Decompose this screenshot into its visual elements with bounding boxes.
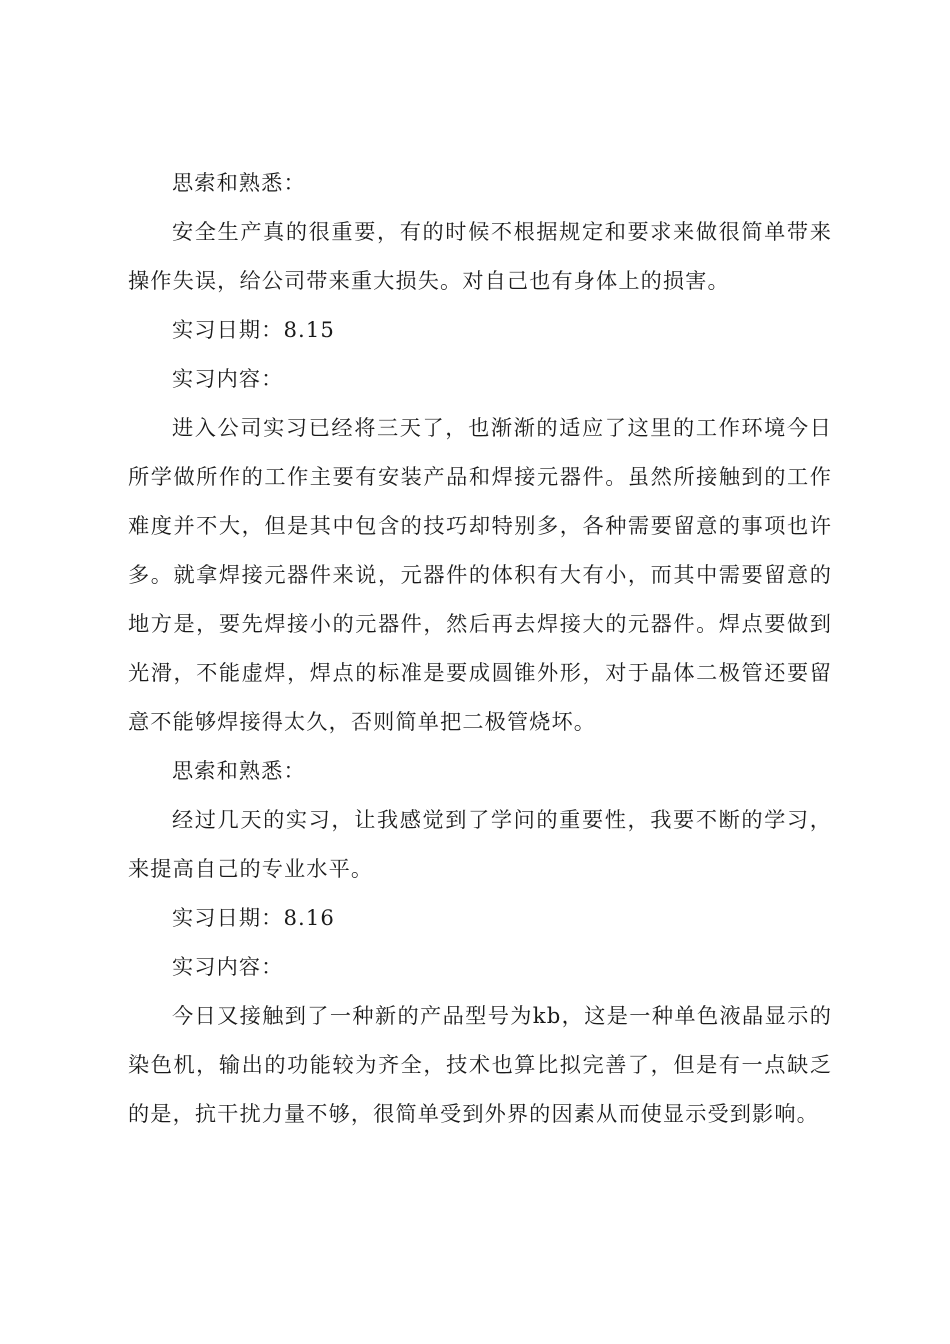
paragraph-safety: 安全生产真的很重要，有的时候不根据规定和要求来做很简单带来操作失误，给公司带来重大损失。对自己也有身体上的损害。	[128, 219, 832, 293]
section-heading-content: 实习内容：	[172, 366, 284, 391]
document-body	[128, 158, 832, 1138]
section-heading-content: 实习内容：	[172, 954, 284, 979]
paragraph-learning: 经过几天的实习，让我感觉到了学问的重要性，我要不断的学习，来提高自己的专业水平。	[128, 807, 832, 881]
section-heading-reflection: 思索和熟悉：	[172, 170, 306, 195]
paragraph-new-product: 今日又接触到了一种新的产品型号为kb，这是一种单色液晶显示的染色机，输出的功能较为齐全，技术也算比拟完善了，但是有一点缺乏的是，抗干扰力量不够，很简单受到外界的因素从而使显示受到影响。	[128, 1003, 832, 1126]
internship-date: 实习日期：8.16	[172, 905, 336, 930]
section-heading-reflection: 思索和熟悉：	[172, 758, 306, 783]
paragraph-soldering: 进入公司实习已经将三天了，也渐渐的适应了这里的工作环境今日所学做所作的工作主要有安装产品和焊接元器件。虽然所接触到的工作难度并不大，但是其中包含的技巧却特别多，各种需要留意的事项也许多。就拿焊接元器件来说，元器件的体积有大有小，而其中需要留意的地方是，要先焊接小的元器件，然后再去焊接大的元器件。焊点要做到光滑，不能虚焊，焊点的标准是要成圆锥外形，对于晶体二极管还要留意不能够焊接得太久，否则简单把二极管烧坏。	[128, 415, 832, 734]
internship-date: 实习日期：8.15	[172, 317, 336, 342]
